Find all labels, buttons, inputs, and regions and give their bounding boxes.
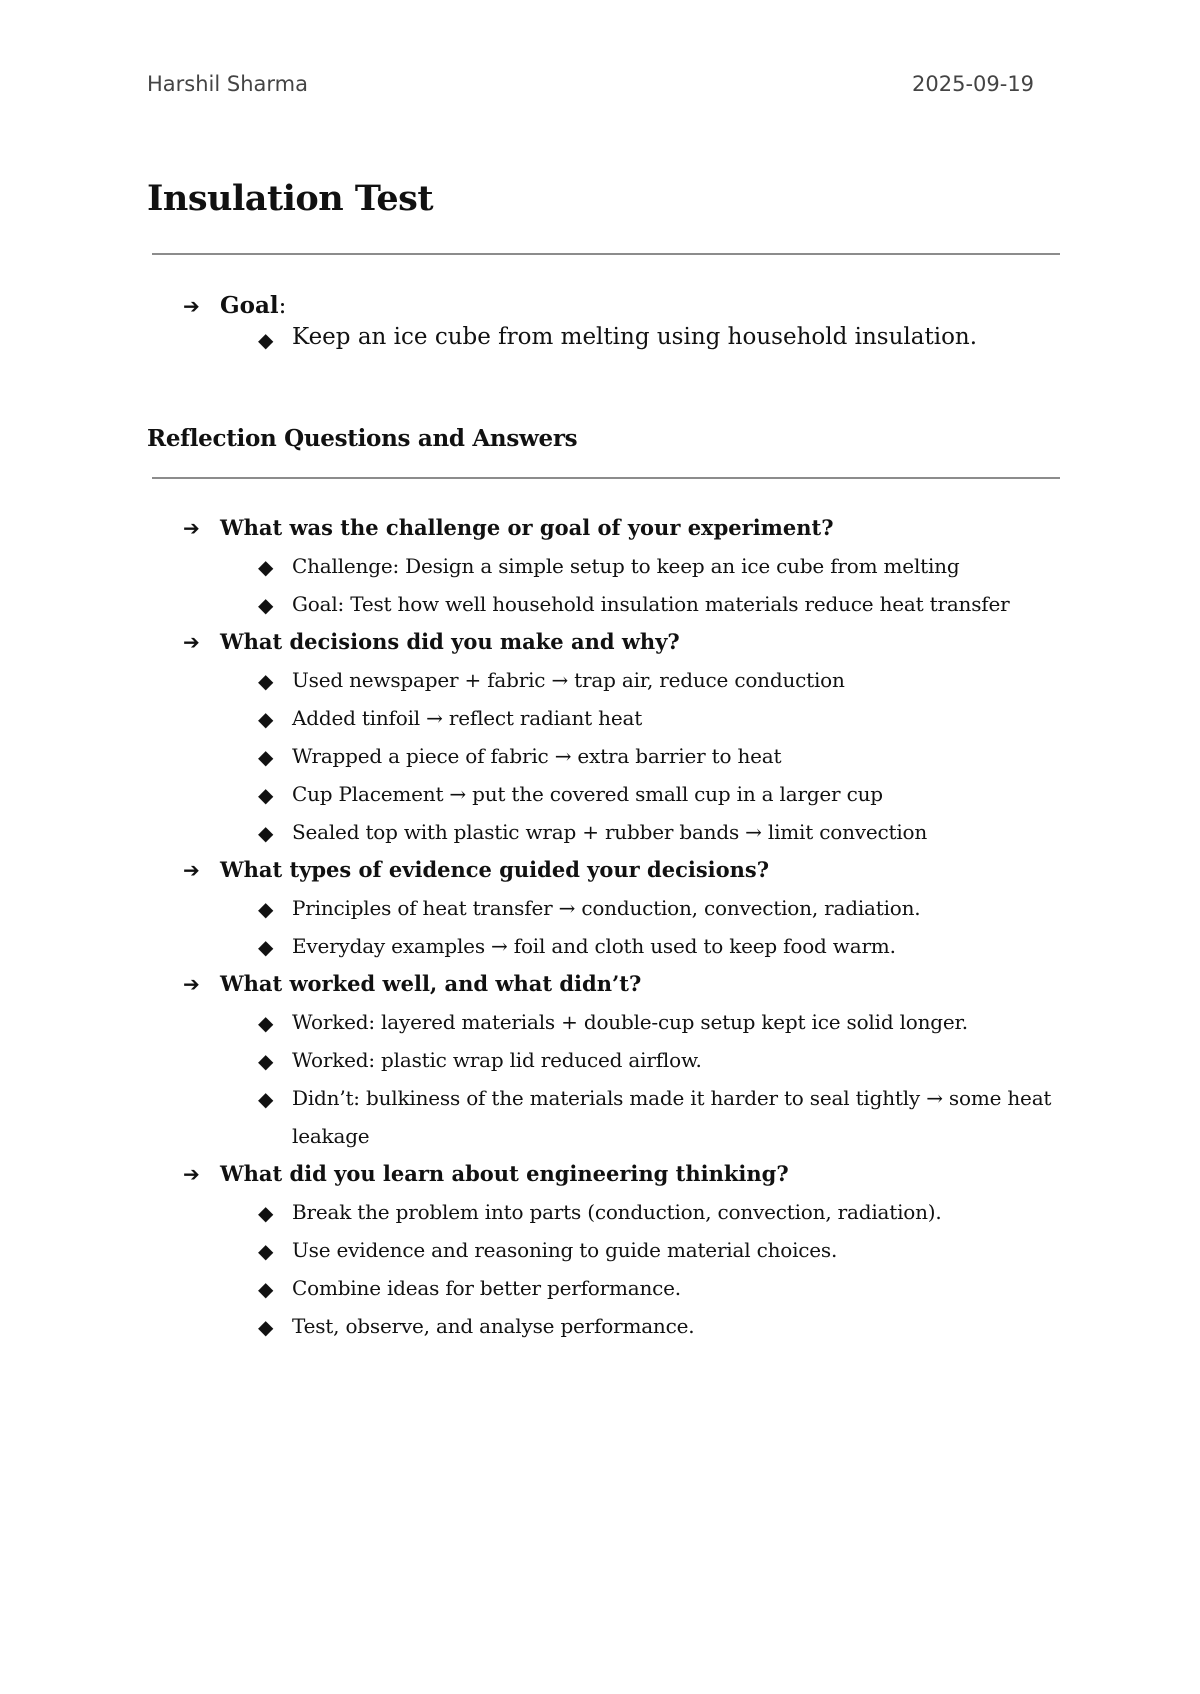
diamond-icon: ◆ xyxy=(258,593,274,617)
answer-text: Test, observe, and analyse performance. xyxy=(292,1314,695,1338)
arrow-right-icon: ➔ xyxy=(183,294,200,318)
diamond-icon: ◆ xyxy=(258,328,274,352)
diamond-icon: ◆ xyxy=(258,1315,274,1339)
header-date: 2025-09-19 xyxy=(912,72,1035,96)
answer-text: Sealed top with plastic wrap + rubber bands → limit convection xyxy=(292,820,928,844)
question-text: What did you learn about engineering thinking? xyxy=(220,1161,789,1186)
page-title: Insulation Test xyxy=(147,178,434,219)
diamond-icon: ◆ xyxy=(258,1087,274,1111)
diamond-icon: ◆ xyxy=(258,745,274,769)
answer-text: Added tinfoil → reflect radiant heat xyxy=(292,706,643,730)
diamond-icon: ◆ xyxy=(258,669,274,693)
question-text: What was the challenge or goal of your experiment? xyxy=(220,515,834,540)
diamond-icon: ◆ xyxy=(258,821,274,845)
answer-text: Used newspaper + fabric → trap air, reduce conduction xyxy=(292,668,845,692)
answer-text: Principles of heat transfer → conduction, convection, radiation. xyxy=(292,896,921,920)
answer-text: Use evidence and reasoning to guide material choices. xyxy=(292,1238,838,1262)
diamond-icon: ◆ xyxy=(258,1277,274,1301)
diamond-icon: ◆ xyxy=(258,1049,274,1073)
diamond-icon: ◆ xyxy=(258,897,274,921)
answer-text: Break the problem into parts (conduction, convection, radiation). xyxy=(292,1200,942,1224)
answer-text: Didn’t: bulkiness of the materials made it harder to seal tightly → some heat leakage xyxy=(292,1086,1052,1148)
arrow-right-icon: ➔ xyxy=(183,630,200,654)
question-text: What decisions did you make and why? xyxy=(220,629,680,654)
answer-text: Worked: layered materials + double-cup setup kept ice solid longer. xyxy=(292,1010,968,1034)
header-author: Harshil Sharma xyxy=(147,72,308,96)
section-divider xyxy=(152,477,1060,479)
arrow-right-icon: ➔ xyxy=(183,1162,200,1186)
arrow-right-icon: ➔ xyxy=(183,972,200,996)
diamond-icon: ◆ xyxy=(258,707,274,731)
answer-text: Wrapped a piece of fabric → extra barrier to heat xyxy=(292,744,782,768)
section-heading: Reflection Questions and Answers xyxy=(147,425,578,452)
diamond-icon: ◆ xyxy=(258,1201,274,1225)
answer-text: Worked: plastic wrap lid reduced airflow. xyxy=(292,1048,702,1072)
answer-text: Goal: Test how well household insulation materials reduce heat transfer xyxy=(292,592,1010,616)
answer-text: Challenge: Design a simple setup to keep an ice cube from melting xyxy=(292,554,960,578)
title-divider xyxy=(152,253,1060,255)
answer-text: Cup Placement → put the covered small cup in a larger cup xyxy=(292,782,883,806)
goal-label: Goal: xyxy=(220,292,287,319)
diamond-icon: ◆ xyxy=(258,783,274,807)
arrow-right-icon: ➔ xyxy=(183,858,200,882)
diamond-icon: ◆ xyxy=(258,1239,274,1263)
question-text: What worked well, and what didn’t? xyxy=(220,971,642,996)
diamond-icon: ◆ xyxy=(258,1011,274,1035)
diamond-icon: ◆ xyxy=(258,935,274,959)
arrow-right-icon: ➔ xyxy=(183,516,200,540)
answer-text: Everyday examples → foil and cloth used to keep food warm. xyxy=(292,934,896,958)
goal-text: Keep an ice cube from melting using household insulation. xyxy=(292,324,978,350)
diamond-icon: ◆ xyxy=(258,555,274,579)
answer-text: Combine ideas for better performance. xyxy=(292,1276,681,1300)
question-text: What types of evidence guided your decisions? xyxy=(220,857,770,882)
